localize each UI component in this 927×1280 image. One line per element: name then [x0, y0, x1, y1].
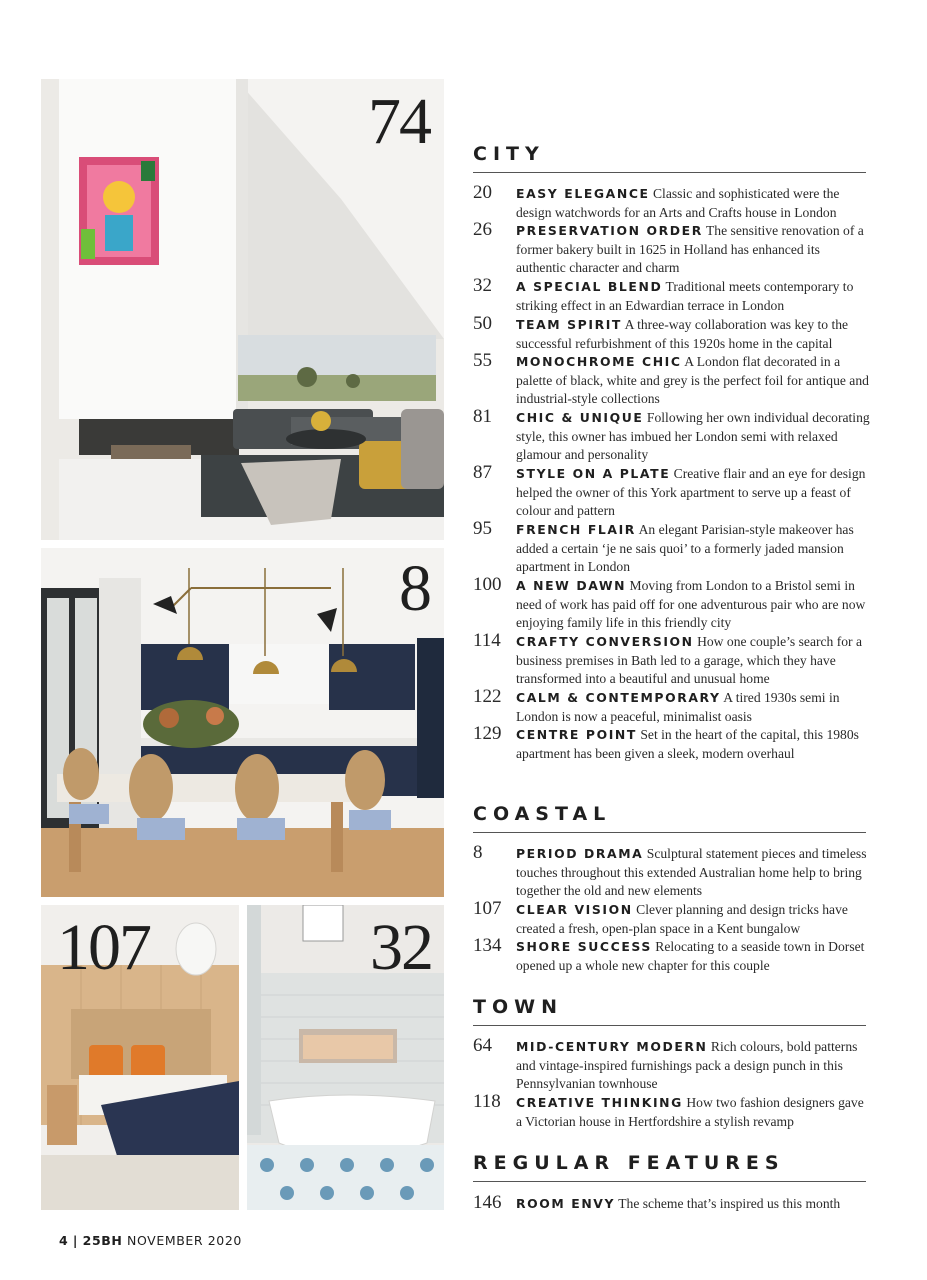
entry-description: A London flat decorated in a palette of black, white and grey is the perfect foil for antique and industrial-style collections	[516, 354, 869, 407]
entry-heading: MID-CENTURY MODERN	[516, 1039, 708, 1054]
contents-entry[interactable]	[473, 686, 873, 726]
entry-page-number: 95	[473, 518, 492, 539]
entry-page-number: 129	[473, 723, 502, 744]
page-footer	[59, 1233, 242, 1248]
entry-heading: CALM & CONTEMPORARY	[516, 690, 721, 705]
footer-issue: NOVEMBER 2020	[127, 1233, 242, 1248]
entry-description: An elegant Parisian-style makeover has added a certain ‘je ne sais quoi’ to a formerly jaded mansion apartment in London	[516, 522, 854, 575]
entry-heading: TEAM SPIRIT	[516, 317, 622, 332]
contents-entry[interactable]	[473, 1035, 873, 1094]
entry-heading: STYLE ON A PLATE	[516, 466, 671, 481]
contents-entry[interactable]	[473, 723, 873, 763]
entry-description: How one couple’s search for a business premises in Bath led to a garage, which they have transformed into a beautiful and unusual home	[516, 634, 863, 687]
entry-description: Clever planning and design tricks have created a fresh, open-plan space in a Kent bungalow	[516, 902, 848, 936]
entry-description: Classic and sophisticated were the design watchwords for an Arts and Crafts house in London	[516, 186, 840, 220]
contents-entry[interactable]	[473, 1091, 873, 1131]
dining-kitchen-illustration	[41, 548, 444, 897]
entry-heading: CLEAR VISION	[516, 902, 633, 917]
entry-page-number: 81	[473, 406, 492, 427]
contents-entry[interactable]	[473, 182, 873, 222]
entry-description: The scheme that’s inspired us this month	[618, 1196, 841, 1211]
entry-heading: CENTRE POINT	[516, 727, 637, 742]
entry-page-number: 26	[473, 219, 492, 240]
entry-description: How two fashion designers gave a Victorian house in Hertfordshire a stylish revamp	[516, 1095, 864, 1129]
entry-page-number: 114	[473, 630, 501, 651]
entry-heading: CHIC & UNIQUE	[516, 410, 644, 425]
contents-entry[interactable]	[473, 935, 873, 975]
entry-heading: PERIOD DRAMA	[516, 846, 644, 861]
entry-page-number: 55	[473, 350, 492, 371]
entry-page-number: 87	[473, 462, 492, 483]
footer-magazine: 25BH	[82, 1233, 123, 1248]
contents-entry[interactable]	[473, 574, 873, 633]
entry-heading: FRENCH FLAIR	[516, 522, 636, 537]
photo-dining-kitchen	[41, 548, 444, 897]
entry-page-number: 107	[473, 898, 502, 919]
contents-entry[interactable]	[473, 630, 873, 689]
entry-description: Rich colours, bold patterns and vintage-inspired furnishings pack a design punch in this Pennsylvanian townhouse	[516, 1039, 858, 1092]
entry-description: Following her own individual decorating style, this owner has imbued her London semi with relaxed glamour and personality	[516, 410, 870, 463]
photo-bathroom	[247, 905, 444, 1210]
entry-page-number: 50	[473, 313, 492, 334]
entry-page-number: 122	[473, 686, 502, 707]
entry-heading: A SPECIAL BLEND	[516, 279, 663, 294]
photo-bedroom	[41, 905, 239, 1210]
contents-entry[interactable]	[473, 518, 873, 577]
contents-entry[interactable]	[473, 350, 873, 409]
entry-description: Traditional meets contemporary to striking effect in an Edwardian terrace in London	[516, 279, 854, 313]
entry-heading: MONOCHROME CHIC	[516, 354, 682, 369]
section-title-town: TOWN	[473, 996, 866, 1026]
entry-description: A three-way collaboration was key to the successful refurbishment of this 1920s home in the capital	[516, 317, 849, 351]
entry-page-number: 146	[473, 1192, 502, 1213]
entry-heading: A NEW DAWN	[516, 578, 627, 593]
entry-heading: CRAFTY CONVERSION	[516, 634, 694, 649]
contents-entry[interactable]	[473, 1192, 873, 1214]
entry-description: The sensitive renovation of a former bakery built in 1625 in Holland has enhanced its authentic character and charm	[516, 223, 864, 276]
contents-entry[interactable]	[473, 313, 873, 353]
contents-entry[interactable]	[473, 275, 873, 315]
section-title-coastal: COASTAL	[473, 803, 866, 833]
entry-heading: PRESERVATION ORDER	[516, 223, 703, 238]
entry-page-number: 118	[473, 1091, 501, 1112]
photo-living-room	[41, 79, 444, 540]
photo-page-label: 74	[368, 85, 430, 158]
entry-page-number: 134	[473, 935, 502, 956]
footer-page-number: 4	[59, 1233, 69, 1248]
entry-page-number: 32	[473, 275, 492, 296]
entry-heading: ROOM ENVY	[516, 1196, 616, 1211]
entry-heading: CREATIVE THINKING	[516, 1095, 683, 1110]
photo-page-label: 8	[399, 552, 430, 625]
contents-entry[interactable]	[473, 462, 873, 521]
entry-page-number: 8	[473, 842, 483, 863]
entry-description: Set in the heart of the capital, this 1980s apartment has been given a sleek, modern overhaul	[516, 727, 859, 761]
entry-description: A tired 1930s semi in London is now a peaceful, minimalist oasis	[516, 690, 840, 724]
entry-heading: EASY ELEGANCE	[516, 186, 650, 201]
entry-page-number: 64	[473, 1035, 492, 1056]
entry-heading: SHORE SUCCESS	[516, 939, 652, 954]
contents-entry[interactable]	[473, 842, 873, 901]
section-title-regular-features: REGULAR FEATURES	[473, 1152, 866, 1182]
footer-separator: |	[72, 1233, 79, 1248]
entry-description: Relocating to a seaside town in Dorset opened up a whole new chapter for this couple	[516, 939, 865, 973]
entry-page-number: 20	[473, 182, 492, 203]
entry-description: Moving from London to a Bristol semi in need of work has paid off for one adventurous pair who are now enjoying family life in this friendly city	[516, 578, 866, 631]
section-title-city: CITY	[473, 143, 866, 173]
contents-entry[interactable]	[473, 898, 873, 938]
entry-description: Sculptural statement pieces and timeless touches throughout this extended Australian home help to bring together the old and new elements	[516, 846, 867, 899]
contents-entry[interactable]	[473, 406, 873, 465]
contents-entry[interactable]	[473, 219, 873, 278]
photo-page-label: 107	[57, 911, 150, 984]
entry-page-number: 100	[473, 574, 502, 595]
photo-page-label: 32	[370, 911, 432, 984]
entry-description: Creative flair and an eye for design helped the owner of this York apartment to serve up a feast of colour and pattern	[516, 466, 866, 519]
